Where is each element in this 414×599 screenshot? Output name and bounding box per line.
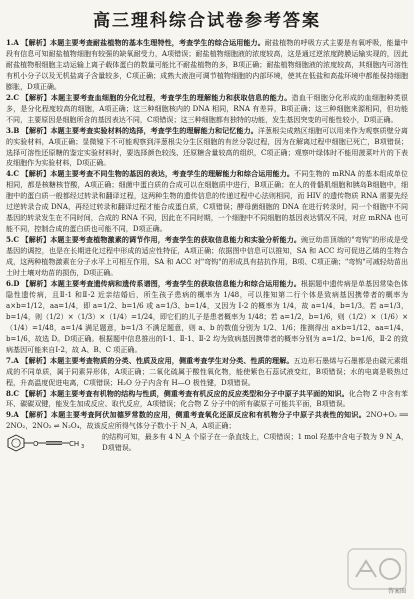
answer-number: 4. (6, 169, 14, 179)
answer-number: 3. (6, 125, 14, 135)
structural-formula-icon (6, 432, 98, 454)
analysis-text: 耐盐植物的呼吸方式主要是有氧呼吸，能量中段有信息可知耐盐植物细胞有较强的缺氧耐受力，A项错误；耐盐植物细胞液的浓度较高，这是通过逆浓度跨膜运输实现的，因此耐盐植物根细胞主动运输上离子载体蛋白的数量可能比不耐盐植物的多，B项正确；耐盐植物细胞液的浓度较高，其细胞内可溶性有机小分子以及无机盐离子含量较多，C项正确；成熟大液泡可调节植物细胞的内部环境，使其在低盐和高盐环境中都能保持细胞膨胀，D项正确。 (6, 38, 408, 91)
answer-choice: A (13, 38, 19, 47)
answer-choice: A (13, 355, 19, 365)
analysis-head: 【解析】本题主要考查血细胞的分化过程，考查学生的理解能力和获取信息的能力。 (21, 92, 292, 102)
answer-number: 6. (6, 278, 14, 288)
analysis-text: 化合物 Z 中含有苯环、碳碳双键，能发生加成反应、取代反应，A项错误；化合物 Z 分子中的所有碳原子可能共平面，B项错误。 (6, 388, 408, 409)
analysis-text: 不同生物的 mRNA 的基本组成单位相同，都是核糖核苷酸，A项正确；细菌中蛋白质的合成可以在细胞质中进行，B项正确；在人的骨骼肌细胞和胰岛B细胞中，细胞中的蛋白质一般都经过转录和翻译过程，这两种生物的遗传信息的传递过程中心法则相同，而 HIV 的遗传物质 RNA 需要先经过逆转录合成 DNA，再经过转录和翻译过程才能合成蛋白质，C项错误；酵母菌细胞的 DNA 在进行转录时，同一个细胞中不同基因的转录发生在不同时间，合成的 RNA 不同，因此在不同时期，一个细胞中不同细胞的基因表达情况不同，对应 mRNA 也可能不同，控制合成的蛋白质也可能不同，D项正确。 (6, 169, 408, 234)
structure-row (6, 432, 408, 454)
answer-number: 1. (6, 38, 14, 47)
analysis-head: 【解析】本题主要考查遗传病和遗传系谱图，考查学生的获取信息能力和综合运用能力。 (22, 278, 301, 288)
answer-item-9 (6, 410, 408, 432)
analysis-text: 造血干细胞分化形成的血细胞种类很多，是分化程度较高的细胞，A项正确；这三种细胞核内的 DNA 相同，RNA 有差异，B项正确；这三种细胞来源相同，但功能不同，主要原因是细胞所含的基因表达不同，C项错误；这三种细胞都有独特的功能，发生基因突变的可能性较小，D项正确。 (6, 92, 408, 124)
answer-choice: A (13, 410, 19, 420)
answer-item-4 (6, 169, 408, 235)
analysis-head: 【解析】本题主要考查植物激素的调节作用，考查学生的获取信息能力和实验分析能力。 (21, 235, 302, 245)
answer-number: 5. (6, 235, 14, 245)
answer-choice: B (13, 125, 20, 135)
analysis-head: 【解析】本题主要考查不同生物的基因的表达，考查学生的理解能力和综合运用能力。 (21, 169, 295, 179)
watermark-logo-icon (346, 547, 408, 591)
page-title: 高三理科综合试卷参考答案 (93, 11, 321, 31)
answer-choice: C (13, 388, 19, 398)
analysis-text: 2NO+O₂ ══ 2NO₂，2NO₂ ⇌ N₂O₄，故该反应所得气体分子数小于 N_A，A项正确； (6, 410, 408, 431)
structure-note: 的结构可知，最多有 4 N_A 个原子在一条直线上，C项错误；1 mol 羟基中含电子数为 9 N_A，D项错误。 (102, 432, 408, 453)
svg-text:3: 3 (81, 444, 85, 451)
answer-number: 2. (6, 92, 14, 102)
answer-number: 8. (6, 388, 14, 398)
answer-item-7 (6, 356, 408, 389)
answer-item-1 (6, 38, 408, 93)
answer-item-8 (6, 389, 408, 411)
analysis-text: 五边形石墨烯与石墨都是由碳元素组成的不同单质，属于同素异形体，A项正确；二氧化硫属于酸性氧化物，能使紫色石蕊试液变红，B项错误；水的电离是吸热过程，升高温度促进电离，C项错误；H₂O 分子内含有 H—O 极性键，D项错误。 (6, 355, 408, 387)
answer-item-6 (6, 279, 408, 356)
svg-text:O: O (33, 440, 39, 449)
answer-body (6, 38, 408, 597)
watermark-text: 答案圈 (387, 588, 406, 595)
answer-number: 9. (6, 410, 14, 420)
answer-choice: C (13, 169, 19, 179)
analysis-head: 【解析】本题主要考查阿伏加德罗常数的应用，侧重考查氧化还原反应和有机物分子中原子共表性的知识。 (21, 410, 367, 420)
analysis-head: 【解析】本题主要考查耐盐植物的基本生理特性，考查学生的综合运用能力。 (21, 38, 265, 47)
analysis-head: 【解析】本题主要考查物质的分类、性质及应用，侧重考查学生对分类、性质的理解。 (21, 355, 294, 365)
answer-choice: C (13, 92, 19, 102)
answer-choice: C (13, 235, 19, 245)
answer-item-3 (6, 126, 408, 170)
answer-number: 7. (6, 355, 14, 365)
analysis-head: 【解析】本题主要考查有机物的结构与性质，侧重考查有机反应的反应类型和分子中原子共平面的知识。 (21, 388, 349, 398)
analysis-text: 洋葱根尖成熟区细胞可以用来作为观察质壁分离的实验材料，A项正确；显微镜下不可能观察到洋葱根尖分生区细胞的有丝分裂过程，因为在解离过程中细胞已死亡，B项错误；选择可溶性还原糖的鉴定实验材料时，要选择颜色较浅、还原糖含量较高的组织，C项正确；观察叶绿体时不能用菠菜叶片的下表皮细胞作为实验材料，D项正确。 (6, 125, 408, 168)
answer-item-5 (6, 235, 408, 279)
analysis-text: 根据题中遗传病是单基因常染色体隐性遗传病，且Ⅱ-1 和Ⅱ-2 近亲结婚后，所生孩子患病的概率为 1/48，可以推知第二行个体是致病基因携带者的概率为 a×b=1/12，aa=1/4，即 a=1/2、b=1/6 或 a=1/3、b=1/4，又因为 Ⅰ-2 的概率为 1/4，故 a=1/4，b=1/3。若 a=1/3，b=1/4，则（1/2）×（1/3）×（1/4）=1/24，即它们的儿子是患者概率为 1/48；若 a=1/2，b=1/6，则（1/2）×（1/6）×（1/4）=1/48，a=1/4 满足题意，b=1/3 不满足题意，则 a、b 的数值分别为 1/2、1/6；推测得出 a×b=1/12、aa=1/4、b=1/6，故选 D。D项正确。根据题中信息推出的Ⅰ-1、Ⅱ-1、Ⅱ-2 均为致病基因携带者的概率分别为 a=1/2、b=1/6，Ⅱ-2 的致病基因可能来自Ⅰ-2，故 A、B、C 项正确。 (6, 278, 408, 354)
svg-text:CH: CH (69, 440, 80, 449)
analysis-text: 豌豆幼苗顶端的"弯钩"的形成是受基因的调控，也是在长期进化过程中形成的适应性特征，A项正确；依据图中信息可以推知，SA 和 ACC 均可促进乙烯的生物合成，这两种植物激素在分子水平上可相互作用，SA 和 ACC 对"弯钩"的形成具有拮抗作用，B项、C项正确；"弯钩"可减轻幼苗出土时土壤对幼苗的损伤，D项正确。 (6, 235, 408, 278)
answer-item-2 (6, 93, 408, 126)
analysis-head: 【解析】本题主要考查实验材料的选择，考查学生的理解能力和记忆能力。 (21, 125, 258, 135)
answer-choice: D (13, 278, 20, 288)
